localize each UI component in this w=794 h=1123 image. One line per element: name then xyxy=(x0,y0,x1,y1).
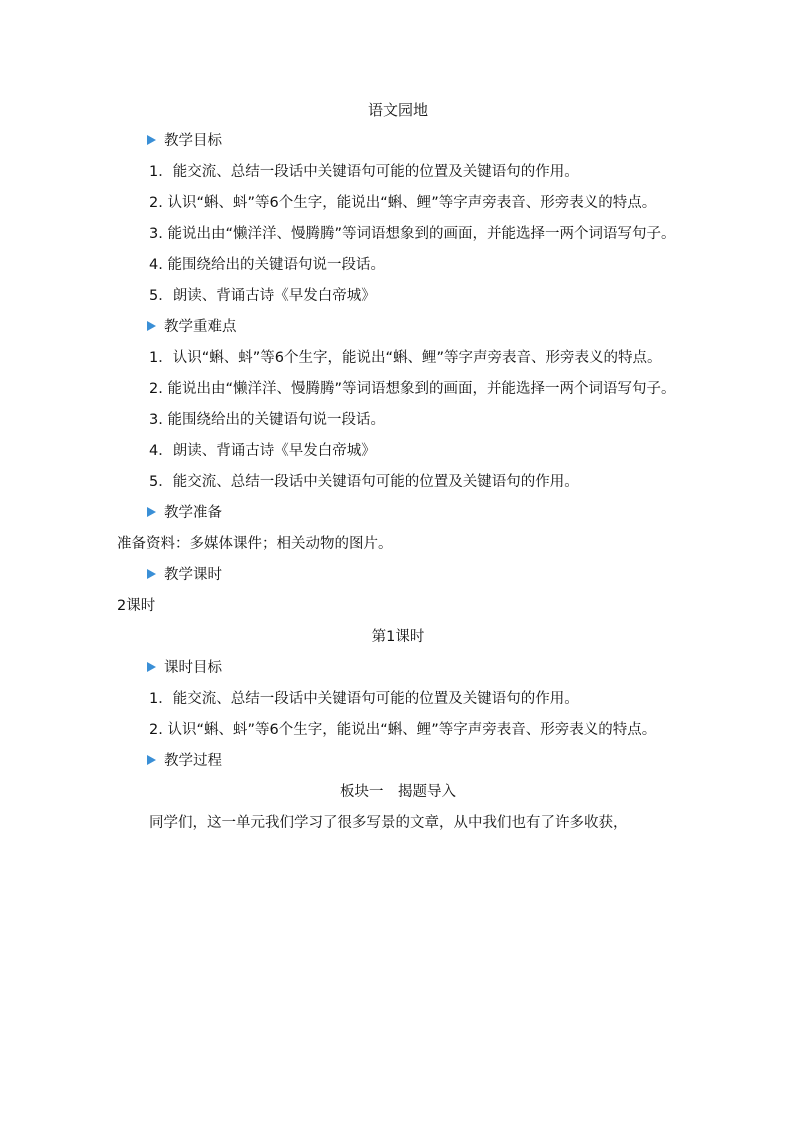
lesson-goal-item: 2. 认识“蝌、蚪”等6个生字，能说出“蝌、鲤”等字声旁表音、形旁表义的特点。 xyxy=(149,722,657,738)
section-heading-label: 教学课时 xyxy=(164,567,222,583)
key-point-item: 3. 能围绕给出的关键语句说一段话。 xyxy=(149,412,385,428)
section-heading-key-points xyxy=(117,312,679,343)
section-heading-label: 教学准备 xyxy=(164,505,222,521)
key-point-item: 4．朗读、背诵古诗《早发白帝城》 xyxy=(149,443,376,459)
triangle-bullet-icon xyxy=(147,662,156,672)
block-title: 板块一 揭题导入 xyxy=(340,784,456,800)
section-heading-label: 教学目标 xyxy=(164,133,222,149)
section-heading-lesson-goals xyxy=(117,653,679,684)
preparation-text: 准备资料：多媒体课件；相关动物的图片。 xyxy=(117,536,393,552)
section-heading-label: 教学重难点 xyxy=(164,319,237,335)
goal-item: 4. 能围绕给出的关键语句说一段话。 xyxy=(149,257,385,273)
key-point-item: 2. 能说出由“懒洋洋、慢腾腾”等词语想象到的画面，并能选择一两个词语写句子。 xyxy=(149,381,676,397)
hours-text: 2课时 xyxy=(117,598,156,614)
lesson-title: 第1课时 xyxy=(371,629,425,645)
section-heading-preparation xyxy=(117,498,679,529)
section-heading-hours xyxy=(117,560,679,591)
triangle-bullet-icon xyxy=(147,507,156,517)
goal-item: 2. 认识“蝌、蚪”等6个生字，能说出“蝌、鲤”等字声旁表音、形旁表义的特点。 xyxy=(149,195,657,211)
intro-paragraph: 同学们，这一单元我们学习了很多写景的文章，从中我们也有了许多收获， xyxy=(149,815,628,831)
goal-item: 5．朗读、背诵古诗《早发白帝城》 xyxy=(149,288,376,304)
key-point-item: 5．能交流、总结一段话中关键语句可能的位置及关键语句的作用。 xyxy=(149,474,579,490)
section-heading-label: 课时目标 xyxy=(164,660,222,676)
section-heading-goals xyxy=(117,126,679,157)
section-heading-label: 教学过程 xyxy=(164,753,222,769)
goal-item: 3. 能说出由“懒洋洋、慢腾腾”等词语想象到的画面，并能选择一两个词语写句子。 xyxy=(149,226,676,242)
triangle-bullet-icon xyxy=(147,755,156,765)
key-point-item: 1．认识“蝌、蚪”等6个生字，能说出“蝌、鲤”等字声旁表音、形旁表义的特点。 xyxy=(149,350,662,366)
goal-item: 1．能交流、总结一段话中关键语句可能的位置及关键语句的作用。 xyxy=(149,164,579,180)
section-heading-process xyxy=(117,746,679,777)
triangle-bullet-icon xyxy=(147,135,156,145)
document-content xyxy=(117,95,679,839)
page-title: 语文园地 xyxy=(367,101,428,119)
triangle-bullet-icon xyxy=(147,569,156,579)
lesson-goal-item: 1．能交流、总结一段话中关键语句可能的位置及关键语句的作用。 xyxy=(149,691,579,707)
triangle-bullet-icon xyxy=(147,321,156,331)
